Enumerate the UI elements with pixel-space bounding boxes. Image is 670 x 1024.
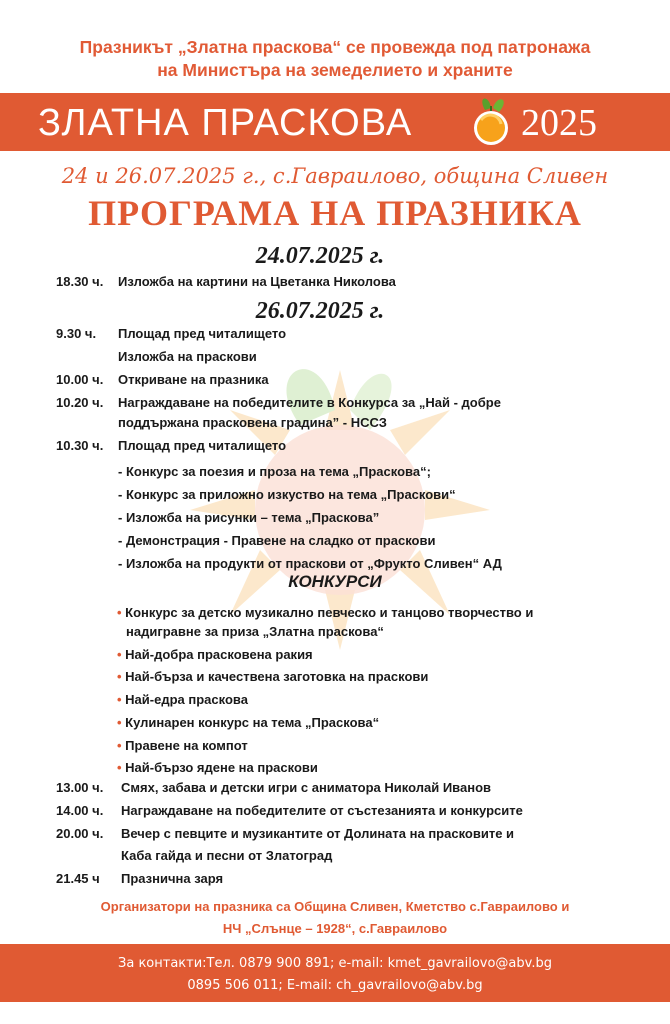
contest-item: • Най-бързо ядене на праскови <box>117 760 318 775</box>
bullet-icon: • <box>117 692 126 707</box>
row-time: 21.45 ч <box>56 871 100 886</box>
festival-title: ЗЛАТНА ПРАСКОВА <box>38 102 413 144</box>
contact-line-2: 0895 506 011; E-mail: ch_gavrailovo@abv.bg <box>187 978 483 993</box>
sub-item: - Конкурс за приложно изкуство на тема „Праскови“ <box>118 487 456 502</box>
bullet-icon: • <box>117 605 126 620</box>
contact-line-1: За контакти:Тел. 0879 900 891; e-mail: kmet_gavrailovo@abv.bg <box>118 956 552 971</box>
schedule-row <box>56 348 616 366</box>
row-desc: Откриване на празника <box>118 372 269 387</box>
row-desc: Площад пред читалището <box>118 438 287 453</box>
contest-item: • Кулинарен конкурс на тема „Праскова“ <box>117 715 380 730</box>
schedule-row <box>56 325 616 343</box>
bullet-icon: • <box>117 669 126 684</box>
day1-date: 24.07.2025 г. <box>255 243 385 269</box>
organizers-line-2: НЧ „Слънце – 1928“, с.Гавраилово <box>222 921 448 936</box>
row-time: 9.30 ч. <box>56 326 97 341</box>
peach-icon <box>463 90 519 148</box>
bullet-icon: • <box>117 647 126 662</box>
bullet-icon: • <box>117 738 126 753</box>
contest-item: • Конкурс за детско музикално певческо и танцово творчество и <box>117 605 534 620</box>
row-desc: Награждаване на победителите в Конкурса за „Най - добре <box>118 395 501 410</box>
row-time: 18.30 ч. <box>56 274 104 289</box>
row-desc: Площад пред читалището <box>118 326 287 341</box>
sub-item: - Изложба на продукти от праскови от „Фрукто Сливен“ АД <box>118 556 502 571</box>
row-desc: Изложба на картини на Цветанка Николова <box>118 274 396 289</box>
patronage-line-1: Празникът „Златна праскова“ се провежда под патронажа <box>79 37 591 57</box>
contests-heading: КОНКУРСИ <box>288 572 382 591</box>
bullet-icon: • <box>117 715 126 730</box>
sub-item: - Конкурс за поезия и проза на тема „Праскова“; <box>118 464 431 479</box>
schedule-row <box>56 825 636 843</box>
bullet-icon: • <box>117 760 126 775</box>
schedule-row <box>56 847 636 865</box>
sub-item: - Изложба на рисунки – тема „Праскова” <box>118 510 380 525</box>
contest-item: надигравне за приза „Златна праскова“ <box>126 624 384 639</box>
organizers-line-1: Организатори на празника са Община Сливен, Кметство с.Гавраилово и <box>100 899 570 914</box>
row-time: 10.20 ч. <box>56 395 104 410</box>
row-desc: Каба гайда и песни от Златоград <box>121 848 333 863</box>
row-desc: Празнична заря <box>121 871 224 886</box>
schedule-row <box>56 802 636 820</box>
contest-item: • Най-едра праскова <box>117 692 248 707</box>
row-desc: Изложба на праскови <box>118 349 257 364</box>
schedule-row <box>56 273 616 291</box>
patronage-line-2: на Министъра на земеделието и храните <box>157 60 513 80</box>
row-desc: поддържана прасковена градина” - НССЗ <box>118 415 387 430</box>
schedule-row <box>56 394 616 412</box>
contest-item: • Най-бърза и качествена заготовка на праскови <box>117 669 429 684</box>
schedule-row <box>56 870 636 888</box>
sub-item: - Демонстрация - Правене на сладко от праскови <box>118 533 436 548</box>
contest-item: • Най-добра прасковена ракия <box>117 647 313 662</box>
contest-item: • Правене на компот <box>117 738 248 753</box>
row-desc: Смях, забава и детски игри с аниматора Николай Иванов <box>121 780 491 795</box>
row-time: 14.00 ч. <box>56 803 104 818</box>
event-dates-location: 24 и 26.07.2025 г., с.Гавраилово, община Сливен <box>61 164 609 188</box>
row-desc: Вечер с певците и музикантите от Долината на прасковите и <box>121 826 515 841</box>
row-time: 10.00 ч. <box>56 372 104 387</box>
day2-date: 26.07.2025 г. <box>255 298 385 324</box>
row-time: 10.30 ч. <box>56 438 104 453</box>
row-time: 20.00 ч. <box>56 826 104 841</box>
row-time: 13.00 ч. <box>56 780 104 795</box>
row-desc: Награждаване на победителите от състезанията и конкурсите <box>121 803 523 818</box>
schedule-row <box>56 437 616 455</box>
festival-year: 2025 <box>521 102 597 144</box>
program-title: ПРОГРАМА НА ПРАЗНИКА <box>88 193 582 233</box>
schedule-row <box>56 371 616 389</box>
schedule-row <box>56 779 636 797</box>
schedule-row <box>56 414 616 432</box>
